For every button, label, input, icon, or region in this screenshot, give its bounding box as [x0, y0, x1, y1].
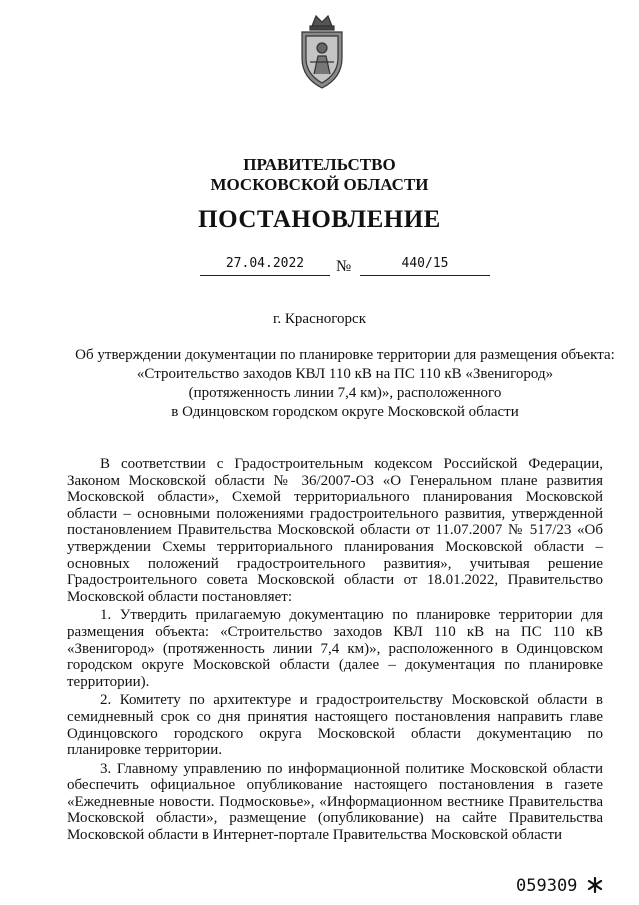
number-sign: № [336, 258, 352, 275]
organization-name [0, 155, 639, 195]
serial-number: 059309 [516, 876, 578, 896]
document-number: 440/15 [360, 256, 490, 276]
org-line-1: ПРАВИТЕЛЬСТВО [243, 155, 396, 174]
subject-line-1: Об утверждении документации по планировке территории для размещения объекта: [75, 347, 615, 363]
document-body [67, 456, 603, 844]
document-subject [70, 346, 620, 422]
item-1: 1. Утвердить прилагаемую документацию по планировке территории для размещения объекта: «Строительство заходов КВЛ 110 кВ на ПС 110 кВ «Звенигород» (протяженность линии 7,4 км)», расположенного в Одинцовском городском округе Московской области (далее – документация по планировке территории). [67, 607, 603, 690]
item-2: 2. Комитету по архитектуре и градостроительству Московской области в семидневный срок со дня принятия настоящего постановления направить главе Одинцовского городского округа Московской области документацию по планировке территории. [67, 692, 603, 759]
item-3: 3. Главному управлению по информационной политике Московской области обеспечить официальное опубликование настоящего постановления в газете «Ежедневные новости. Подмосковье», «Информационном вестнике Правительства Московской области», размещение (опубликование) на сайте Правительства Московской области в Интернет-портале Правительства Московской области [67, 760, 603, 844]
subject-line-3: (протяженность линии 7,4 км)», расположенного [188, 385, 502, 401]
subject-line-4: в Одинцовском городском округе Московской области [171, 404, 519, 420]
subject-line-2: «Строительство заходов КВЛ 110 кВ на ПС 110 кВ «Звенигород» [136, 366, 554, 382]
document-date: 27.04.2022 [200, 256, 330, 276]
org-line-2: МОСКОВСКОЙ ОБЛАСТИ [210, 175, 429, 194]
coat-of-arms-icon [296, 12, 348, 92]
document-type: ПОСТАНОВЛЕНИЕ [198, 206, 441, 233]
city: г. Красногорск [272, 311, 367, 327]
asterisk-icon [586, 876, 604, 894]
preamble: В соответствии с Градостроительным кодексом Российской Федерации, Законом Московской области № 36/2007-ОЗ «О Генеральном плане развития Московской области», Схемой территориального планирования Московской области – основными положениями градостроительного развития, утвержденной постановлением Правительства Московской области от 11.07.2007 № 517/23 «Об утверждении Схемы территориального планирования Московской области – основных положений градостроительного развития», учитывая решение Градостроительного совета Московской области от 18.01.2022, Правительство Московской области постановляет: [67, 456, 603, 605]
